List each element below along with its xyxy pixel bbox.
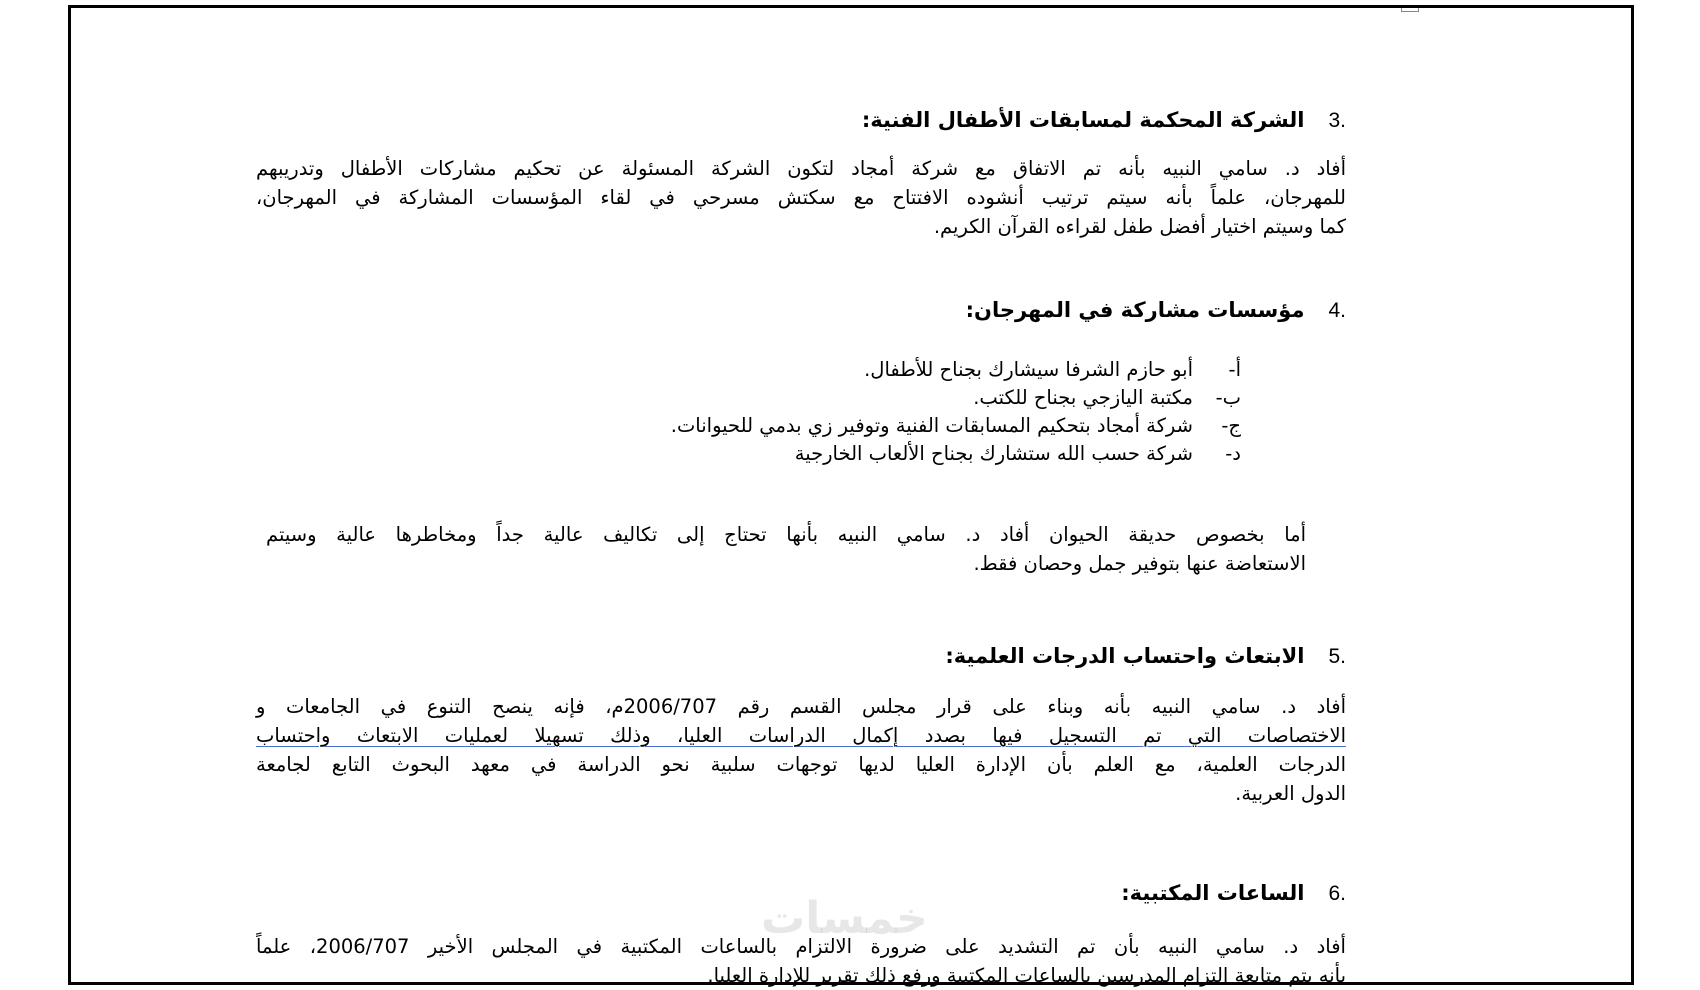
paragraph-line: أفاد د. سامي النبيه بأنه وبناء على قرار مجلس القسم رقم 2006/707م، فإنه ينصح التنوع في الجامعات و: [256, 695, 1346, 718]
section-3-title: الشركة المحكمة لمسابقات الأطفال الفنية:: [861, 108, 1305, 132]
section-3-heading: [862, 108, 1346, 133]
list-marker: ب-: [1215, 386, 1241, 409]
paragraph-line: الاختصاصات التي تم التسجيل فيها بصدد إكمال الدراسات العليا، وذلك تسهيلا لعمليات الابتعاث واحتساب: [256, 724, 1346, 747]
list-item-text: شركة حسب الله ستشارك بجناح الألعاب الخارجية: [794, 442, 1193, 465]
paragraph-line: أفاد د. سامي النبيه بأن تم التشديد على ضرورة الالتزام بالساعات المكتبية في المجلس الأخير 2006/707، علماً: [256, 935, 1346, 958]
list-item: [671, 440, 1241, 468]
list-item: [671, 412, 1241, 440]
section-3-number: .3: [1328, 109, 1346, 132]
paragraph-line: الدول العربية.: [1235, 782, 1346, 805]
section-6-heading: [1121, 881, 1346, 906]
list-marker: أ-: [1228, 358, 1241, 381]
section-6-number: .6: [1328, 882, 1346, 905]
section-4-title: مؤسسات مشاركة في المهرجان:: [965, 298, 1305, 322]
paragraph-line: كما وسيتم اختيار أفضل طفل لقراءه القرآن الكريم.: [933, 215, 1346, 238]
paragraph-line: أما بخصوص حديقة الحيوان أفاد د. سامي النبيه بأنها تحتاج إلى تكاليف عالية جداً ومخاطرها عالية وسيتم: [266, 523, 1306, 546]
section-5-title: الابتعاث واحتساب الدرجات العلمية:: [945, 644, 1305, 668]
section-4-heading: [966, 298, 1346, 323]
section-4-paragraph: [266, 520, 1306, 578]
section-5-heading: [945, 644, 1346, 669]
list-item-text: أبو حازم الشرفا سيشارك بجناح للأطفال.: [864, 358, 1193, 381]
watermark-logo: خمسات: [761, 893, 928, 944]
paragraph-line: الاستعاضة عنها بتوفير جمل وحصان فقط.: [973, 552, 1306, 575]
list-item: [671, 384, 1241, 412]
paragraph-line: بأنه يتم متابعة التزام المدرسين بالساعات المكتبية ورفع ذلك تقرير للإدارة العليا.: [707, 964, 1346, 987]
participants-list: [671, 356, 1241, 468]
document-page: [68, 5, 1634, 985]
paragraph-line: أفاد د. سامي النبيه بأنه تم الاتفاق مع شركة أمجاد لتكون الشركة المسئولة عن تحكيم مشاركات الأطفال وتدريبهم: [256, 157, 1346, 180]
section-6-title: الساعات المكتبية:: [1121, 881, 1305, 905]
section-5-number: .5: [1328, 645, 1346, 668]
paragraph-line: للمهرجان، علماً بأنه سيتم ترتيب أنشوده الافتتاح مع سكتش مسرحي في لقاء المؤسسات المشاركة في المهرجان،: [256, 186, 1346, 209]
section-4-number: .4: [1328, 299, 1346, 322]
list-marker: ج-: [1221, 414, 1241, 437]
document-content: [71, 8, 1631, 987]
paragraph-line: الدرجات العلمية، مع العلم بأن الإدارة العليا لديها توجهات سلبية نحو الدراسة في معهد البحوث التابع لجامعة: [256, 753, 1346, 776]
list-marker: د-: [1225, 442, 1241, 465]
list-item: [671, 356, 1241, 384]
list-item-text: مكتبة اليازجي بجناح للكتب.: [973, 386, 1193, 409]
section-5-paragraph: [256, 692, 1346, 808]
list-item-text: شركة أمجاد بتحكيم المسابقات الفنية وتوفير زي بدمي للحيوانات.: [670, 414, 1193, 437]
section-3-paragraph: [256, 154, 1346, 241]
